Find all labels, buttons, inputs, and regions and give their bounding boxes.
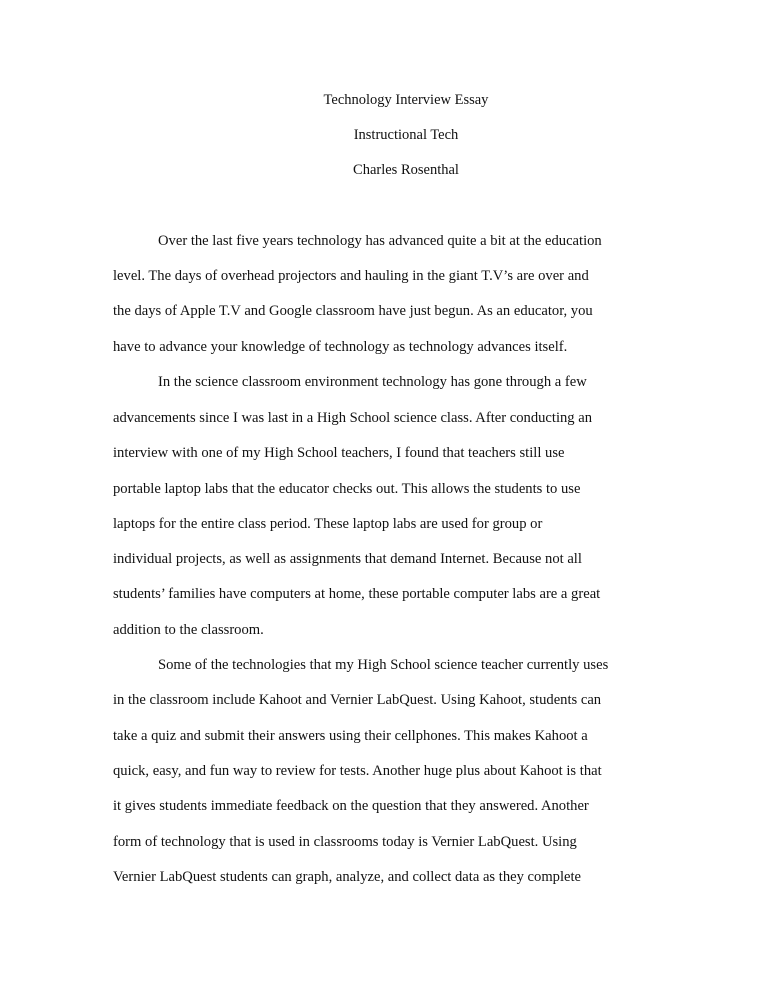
paragraph-1-line-2: level. The days of overhead projectors and hauling in the giant T.V’s are over and [113,268,589,284]
paragraph-1-line-1: Over the last five years technology has advanced quite a bit at the education [158,233,602,249]
paragraph-2-line-2: advancements since I was last in a High School science class. After conducting an [113,410,593,426]
paragraph-2-line-1: In the science classroom environment technology has gone through a few [158,374,587,390]
paragraph-3-line-1: Some of the technologies that my High School science teacher currently uses [158,657,609,673]
paragraph-1-line-3: the days of Apple T.V and Google classroom have just begun. As an educator, you [113,303,593,319]
paragraph-3-line-2: in the classroom include Kahoot and Vernier LabQuest. Using Kahoot, students can [113,692,602,708]
paragraph-3-line-4: quick, easy, and fun way to review for tests. Another huge plus about Kahoot is that [113,763,602,779]
course-name: Instructional Tech [353,127,459,143]
essay-title: Technology Interview Essay [323,92,489,108]
paragraph-3-line-6: form of technology that is used in classrooms today is Vernier LabQuest. Using [113,834,577,850]
paragraph-2-line-8: addition to the classroom. [113,622,264,638]
paragraph-3-line-7: Vernier LabQuest students can graph, analyze, and collect data as they complete [113,869,582,885]
author-name: Charles Rosenthal [353,162,459,178]
paragraph-2-line-4: portable laptop labs that the educator checks out. This allows the students to use [113,481,581,497]
paragraph-1-line-4: have to advance your knowledge of technology as technology advances itself. [113,339,568,355]
paragraph-2-line-6: individual projects, as well as assignments that demand Internet. Because not all [113,551,582,567]
paragraph-2-line-7: students’ families have computers at home, these portable computer labs are a great [113,586,601,602]
paragraph-3-line-3: take a quiz and submit their answers using their cellphones. This makes Kahoot a [113,728,588,744]
paragraph-3-line-5: it gives students immediate feedback on the question that they answered. Another [113,798,589,814]
paragraph-2-line-5: laptops for the entire class period. These laptop labs are used for group or [113,516,543,532]
paragraph-2-line-3: interview with one of my High School teachers, I found that teachers still use [113,445,565,461]
